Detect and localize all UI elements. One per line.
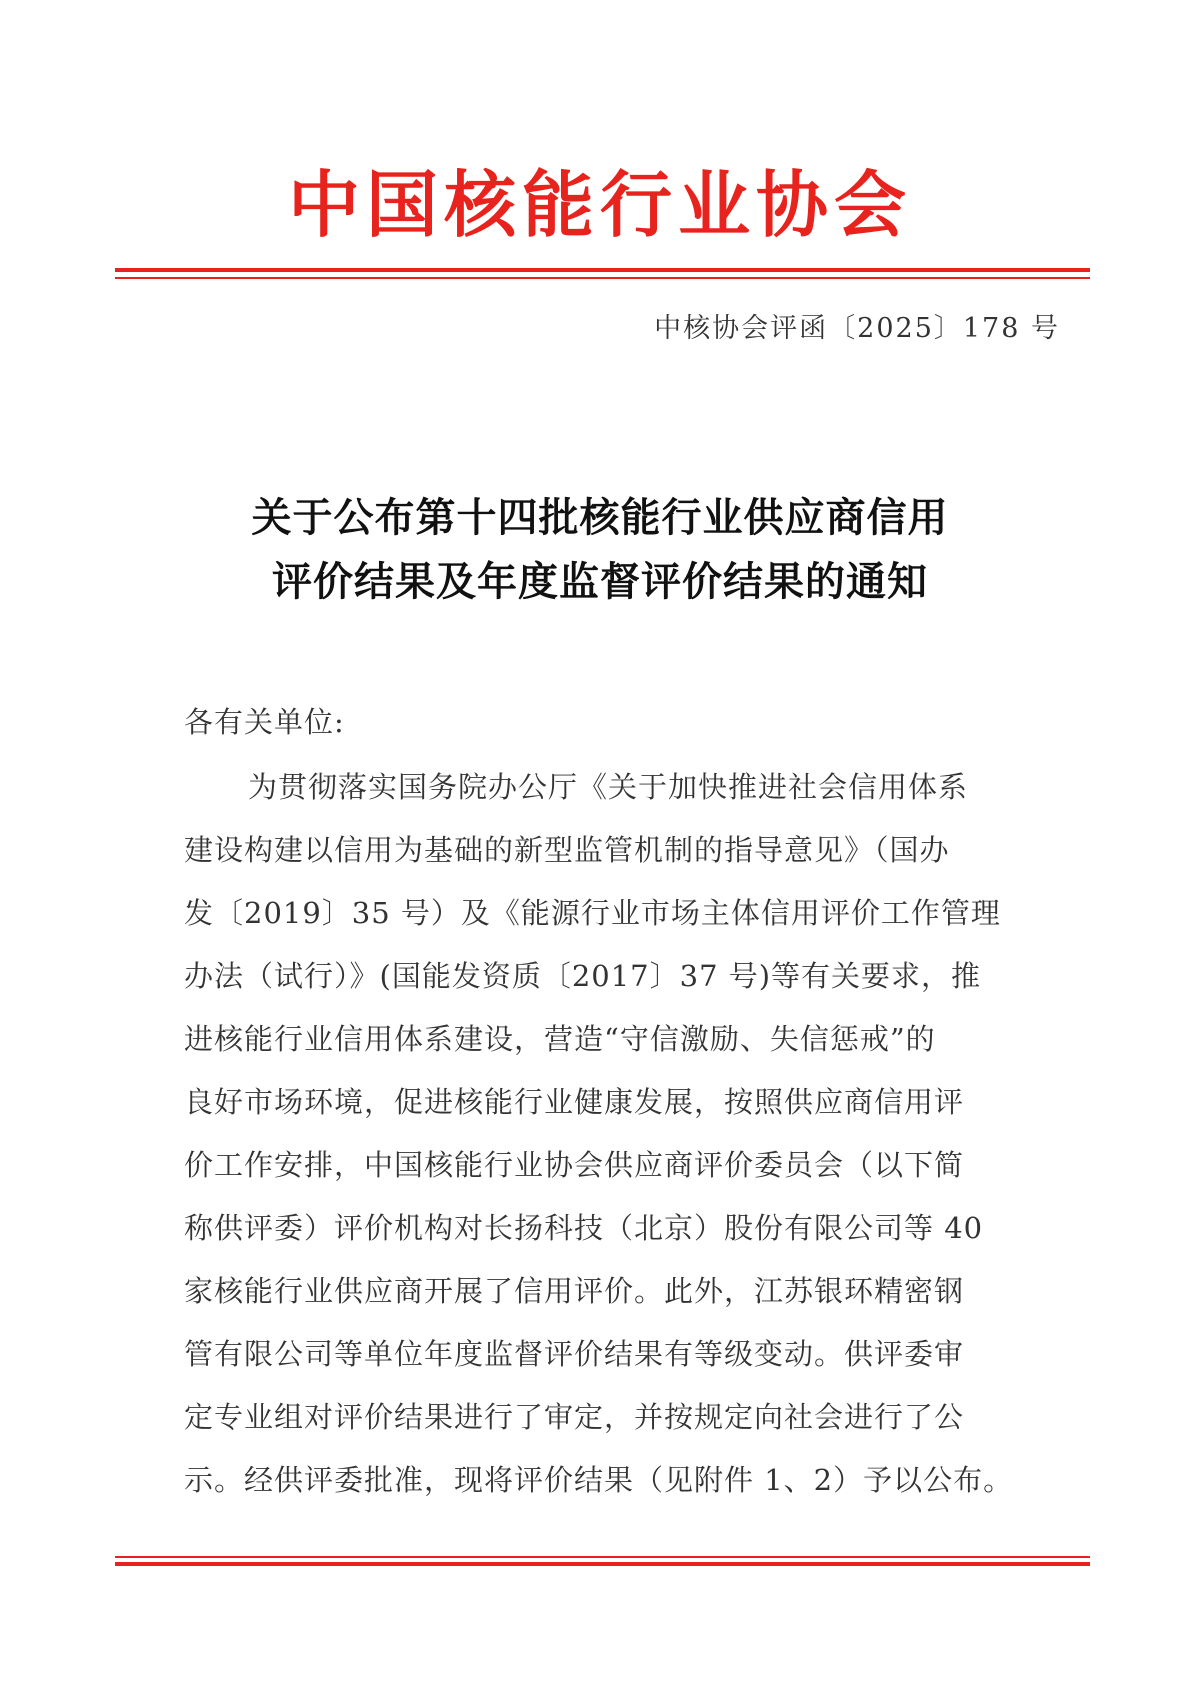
document-title — [0, 486, 1200, 614]
body-line: 定专业组对评价结果进行了审定，并按规定向社会进行了公 — [184, 1400, 965, 1434]
salutation: 各有关单位: — [184, 705, 345, 739]
document-title-line-1: 关于公布第十四批核能行业供应商信用 — [251, 494, 949, 541]
body-line: 为贯彻落实国务院办公厅《关于加快推进社会信用体系 — [248, 770, 969, 804]
body-line: 良好市场环境，促进核能行业健康发展，按照供应商信用评 — [184, 1085, 965, 1119]
footer-rule-thick — [115, 1562, 1090, 1566]
header-rule-thick — [115, 268, 1090, 272]
body-line: 示。经供评委批准，现将评价结果（见附件 1、2）予以公布。 — [184, 1463, 1014, 1497]
document-number: 中核协会评函〔2025〕178 号 — [654, 313, 1060, 344]
body-line: 称供评委）评价机构对长扬科技（北京）股份有限公司等 40 — [184, 1211, 984, 1245]
body-line: 价工作安排，中国核能行业协会供应商评价委员会（以下简 — [184, 1148, 965, 1182]
body-line: 管有限公司等单位年度监督评价结果有等级变动。供评委审 — [184, 1337, 965, 1371]
document-title-line-2: 评价结果及年度监督评价结果的通知 — [272, 558, 928, 605]
organization-name: 中国核能行业协会 — [287, 162, 912, 247]
body-line: 发〔2019〕35 号）及《能源行业市场主体信用评价工作管理 — [184, 896, 1001, 930]
body-line: 办法（试行）》(国能发资质〔2017〕37 号)等有关要求，推 — [184, 959, 982, 993]
header-rule-thin — [115, 277, 1090, 279]
body-line: 进核能行业信用体系建设，营造“守信激励、失信惩戒”的 — [184, 1022, 936, 1056]
body-line: 家核能行业供应商开展了信用评价。此外，江苏银环精密钢 — [184, 1274, 965, 1308]
footer-rule-thin — [115, 1556, 1090, 1558]
body-line: 建设构建以信用为基础的新型监管机制的指导意见》（国办 — [184, 833, 950, 867]
body-paragraph — [184, 756, 1019, 1512]
